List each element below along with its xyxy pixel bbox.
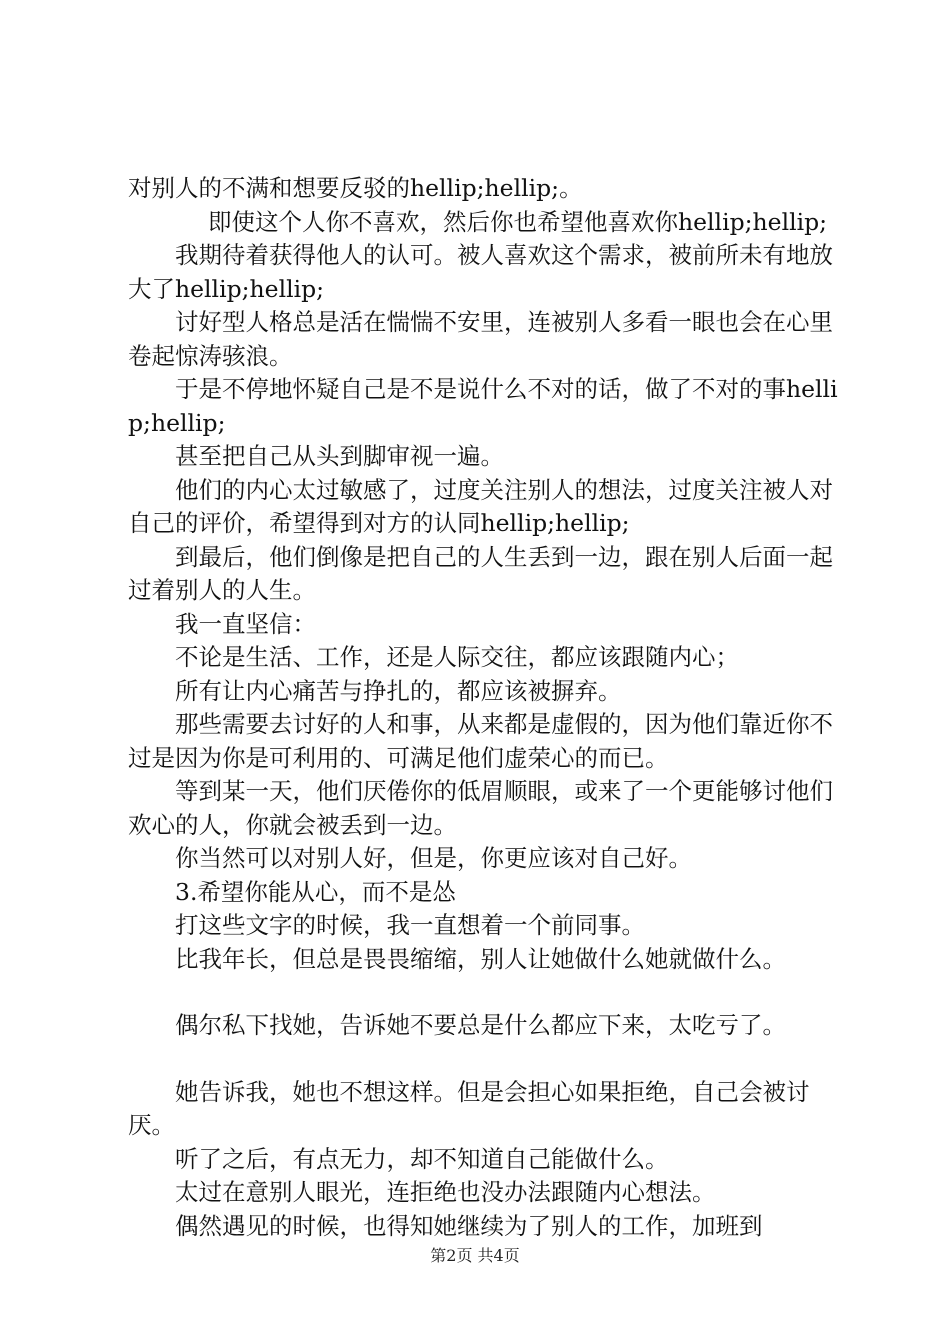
paragraph-19: 她告诉我，她也不想这样。但是会担心如果拒绝，自己会被讨厌。 — [128, 1077, 810, 1139]
paragraph-10: 不论是生活、工作，还是人际交往，都应该跟随内心； — [175, 643, 739, 671]
paragraph-5: 于是不停地怀疑自己是不是说什么不对的话，做了不对的事hellip;hellip; — [128, 375, 838, 437]
paragraph-16: 打这些文字的时候，我一直想着一个前同事。 — [175, 911, 645, 939]
paragraph-18: 偶尔私下找她，告诉她不要总是什么都应下来，太吃亏了。 — [175, 1011, 786, 1039]
page-number-footer: 第2页 共4页 — [430, 1246, 520, 1265]
paragraph-14: 你当然可以对别人好，但是，你更应该对自己好。 — [175, 844, 692, 872]
paragraph-11: 所有让内心痛苦与挣扎的，都应该被摒弃。 — [175, 676, 622, 705]
paragraph-2: 即使这个人你不喜欢，然后你也希望他喜欢你hellip;hellip; — [208, 207, 828, 236]
paragraph-8: 到最后，他们倒像是把自己的人生丢到一边，跟在别人后面一起过着别人的人生。 — [128, 542, 833, 604]
paragraph-21: 太过在意别人眼光，连拒绝也没办法跟随内心想法。 — [175, 1178, 716, 1206]
paragraph-20: 听了之后，有点无力，却不知道自己能做什么。 — [175, 1144, 669, 1173]
paragraph-17: 比我年长，但总是畏畏缩缩，别人让她做什么她就做什么。 — [175, 944, 786, 973]
paragraph-22: 偶然遇见的时候，也得知她继续为了别人的工作，加班到 — [175, 1211, 763, 1240]
paragraph-7: 他们的内心太过敏感了，过度关注别人的想法，过度关注被人对自己的评价，希望得到对方的认同hellip;hellip; — [128, 475, 833, 537]
paragraph-4: 讨好型人格总是活在惴惴不安里，连被别人多看一眼也会在心里卷起惊涛骇浪。 — [128, 308, 833, 370]
paragraph-13: 等到某一天，他们厌倦你的低眉顺眼，或来了一个更能够讨他们欢心的人，你就会被丢到一边。 — [128, 777, 833, 839]
section-heading: 3.希望你能从心，而不是怂 — [175, 877, 456, 906]
document-body — [128, 172, 848, 1243]
paragraph-1: 对别人的不满和想要反驳的hellip;hellip;。 — [128, 174, 583, 202]
paragraph-6: 甚至把自己从头到脚审视一遍。 — [175, 442, 504, 470]
paragraph-3: 我期待着获得他人的认可。被人喜欢这个需求，被前所未有地放大了hellip;hellip; — [128, 241, 833, 303]
paragraph-9: 我一直坚信： — [175, 609, 316, 638]
paragraph-12: 那些需要去讨好的人和事，从来都是虚假的，因为他们靠近你不过是因为你是可利用的、可满足他们虚荣心的而已。 — [128, 710, 833, 772]
